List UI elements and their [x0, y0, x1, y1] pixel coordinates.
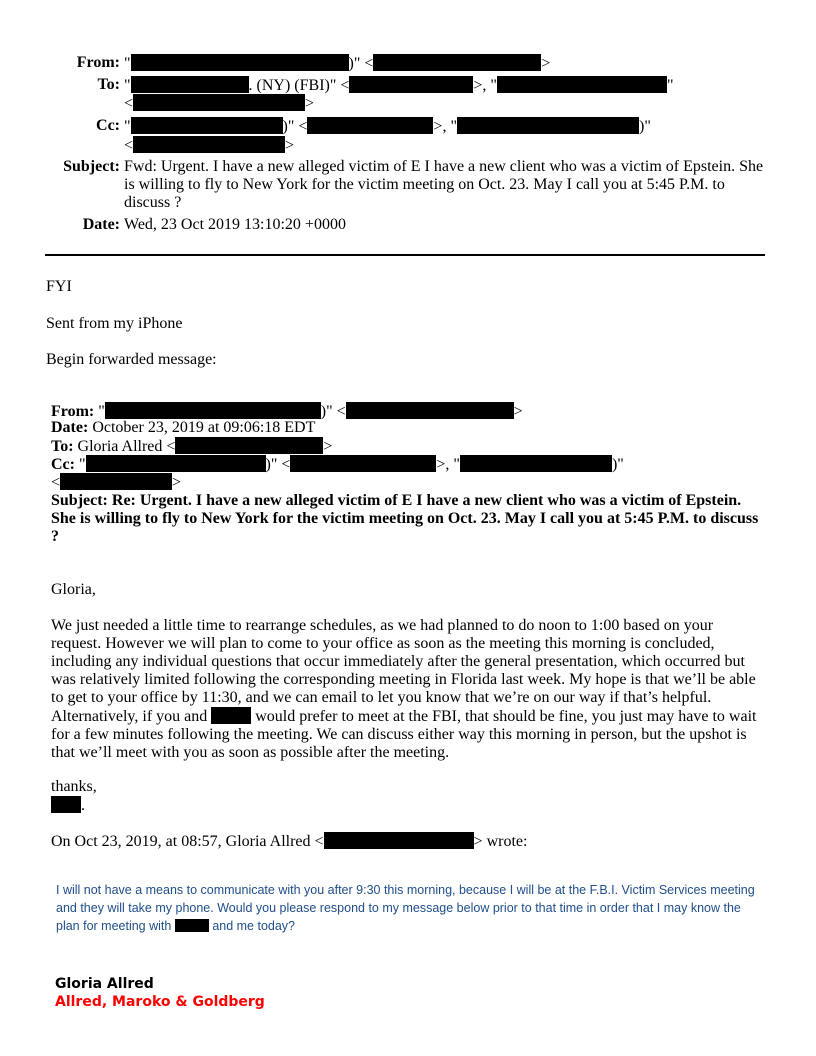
header-divider	[45, 254, 765, 256]
redaction	[349, 76, 473, 93]
on-date-wrote-line	[51, 832, 771, 851]
to-label: To:	[97, 76, 120, 93]
punctuation: )" <	[265, 456, 291, 473]
punctuation: )" <	[348, 55, 374, 72]
punctuation: >, "	[436, 456, 460, 473]
punctuation: >	[285, 137, 295, 154]
punctuation: >	[541, 55, 551, 72]
punctuation: >	[323, 438, 333, 455]
redaction	[51, 796, 81, 813]
quoted-text: I will not have a means to communicate with you after 9:30 this morning, because I will be at the F.B.I. Victim Services meeting and they will take my phone. Would you please respond to my message below prior to that time in order that I may know the plan for meeting with	[56, 883, 755, 933]
punctuation: .	[81, 797, 85, 814]
fwd-cc-row-cont	[51, 473, 771, 492]
fwd-subject-value: Re: Urgent. I have a new alleged victim of E I have a new client who was a victim of Epstein. She is willing to fly to New York for the victim meeting on Oct. 23. May I call you at 5:45 P.M. to discuss ?	[51, 492, 759, 545]
fwd-subject-row	[51, 492, 767, 546]
paragraph-text: We just needed a little time to rearrange schedules, as we had planned to do noon to 1:00 based on your request. However we will plan to come to your office as soon as the meeting this morning is concluded, including any individual questions that occur immediately after the general presentation, which occurred but was relatively limited following the corresponding meeting in Florida last week. My hope is that we’ll be able to get to your office by 11:30, and we can email to let you know that we’re on our way if that’s helpful. Alternatively, if you and	[51, 617, 756, 725]
punctuation: <	[51, 474, 61, 491]
redaction	[460, 455, 612, 472]
quote-mark: "	[124, 55, 131, 72]
punctuation: >	[305, 95, 315, 112]
thanks-text: thanks,	[51, 778, 97, 795]
fwd-cc-label: Cc:	[51, 456, 75, 473]
punctuation: <	[124, 95, 134, 112]
to-value-cont	[124, 94, 774, 113]
redaction	[373, 54, 541, 71]
signature-firm: Allred, Maroko & Goldberg	[55, 994, 265, 1010]
subject-value: Fwd: Urgent. I have a new alleged victim of E I have a new client who was a victim of Epstein. She is willing to fly to New York for the victim meeting on Oct. 23. May I call you at 5:45 P.M. to discuss ?	[124, 158, 764, 211]
date-value: Wed, 23 Oct 2019 13:10:20 +0000	[124, 216, 346, 233]
redaction	[131, 54, 349, 71]
punctuation: )" <	[320, 403, 346, 420]
quote-mark: "	[666, 77, 674, 94]
punctuation: >, "	[473, 77, 497, 94]
cc-value-cont	[124, 136, 774, 155]
from-label: From:	[76, 54, 120, 71]
date-label: Date:	[82, 216, 120, 233]
redaction	[324, 832, 474, 849]
punctuation: >	[172, 474, 182, 491]
greeting: Gloria,	[51, 581, 96, 598]
redaction	[105, 402, 321, 419]
punctuation: >, "	[433, 118, 457, 135]
quoted-text: and me today?	[212, 919, 296, 933]
quote-mark: "	[124, 118, 131, 135]
subject-label: Subject:	[63, 158, 120, 175]
redaction	[175, 437, 323, 454]
redaction	[131, 117, 283, 134]
signoff-row	[51, 796, 771, 815]
to-value	[124, 76, 774, 95]
on-line-text: On Oct 23, 2019, at 08:57, Gloria Allred <	[51, 833, 324, 850]
redaction	[60, 473, 172, 490]
punctuation: )" <	[282, 118, 308, 135]
redaction	[133, 94, 305, 111]
on-line-text: > wrote:	[473, 833, 528, 850]
redaction	[307, 117, 433, 134]
redaction	[290, 455, 436, 472]
message-paragraph	[51, 617, 767, 762]
fwd-date-label: Date:	[51, 419, 89, 436]
paragraph-text: would prefer to meet at the FBI, that should be fine, you just may have to wait for a few minutes following the meeting. We can discuss either way this morning in person, but the upshot is that we’ll meet with you as soon as possible after the meeting.	[51, 708, 757, 761]
from-value	[124, 54, 774, 73]
redaction	[133, 136, 285, 153]
redaction	[457, 117, 639, 134]
quote-mark: "	[78, 456, 86, 473]
punctuation: )"	[638, 118, 651, 135]
fwd-subject-label: Subject:	[51, 492, 108, 509]
cc-value	[124, 117, 774, 136]
fwd-date-value: October 23, 2019 at 09:06:18 EDT	[92, 419, 316, 436]
redaction	[86, 455, 266, 472]
punctuation: >	[513, 403, 523, 420]
redaction	[175, 919, 209, 932]
signature-name: Gloria Allred	[55, 976, 154, 992]
quote-mark: "	[98, 403, 105, 420]
punctuation: <	[124, 137, 134, 154]
sent-from-text: Sent from my iPhone	[46, 315, 183, 332]
fwd-date-row	[51, 419, 771, 437]
fwd-to-value: Gloria Allred <	[77, 438, 176, 455]
fyi-text: FYI	[46, 278, 72, 295]
redaction	[211, 707, 251, 724]
quote-mark: "	[124, 77, 131, 94]
fwd-to-row	[51, 437, 771, 456]
redaction	[497, 76, 667, 93]
fwd-cc-row	[51, 455, 771, 474]
redaction	[346, 402, 514, 419]
redaction	[131, 76, 249, 93]
quoted-message	[56, 881, 764, 935]
to-suffix: . (NY) (FBI)" <	[248, 77, 350, 94]
fwd-from-label: From:	[51, 403, 95, 420]
begin-forwarded-text: Begin forwarded message:	[46, 351, 217, 368]
fwd-to-label: To:	[51, 438, 74, 455]
punctuation: )"	[611, 456, 624, 473]
cc-label: Cc:	[96, 117, 120, 134]
